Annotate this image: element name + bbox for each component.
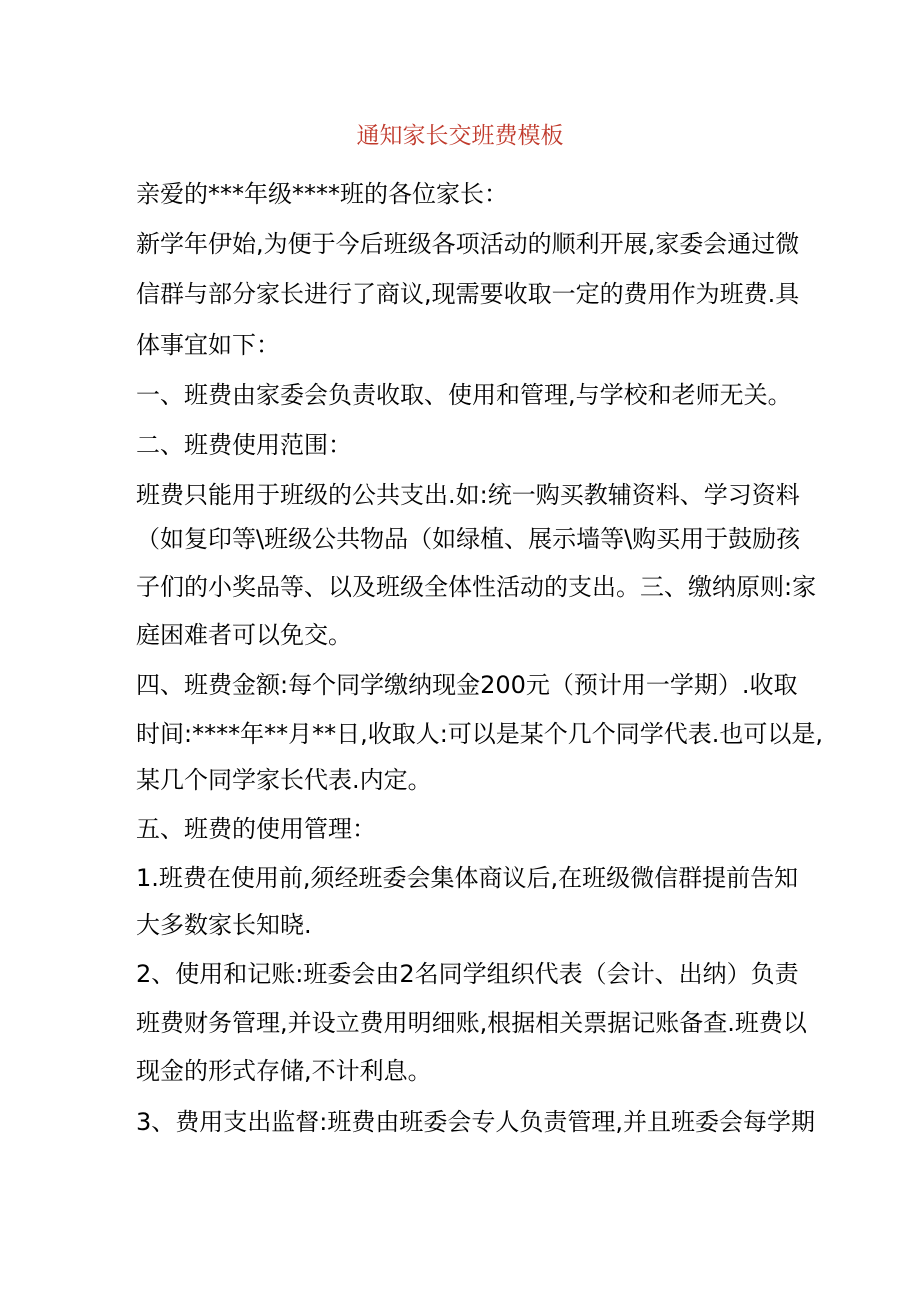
section-two-heading: 二、班费使用范围：	[136, 431, 352, 459]
body-line: 信群与部分家长进行了商议,现需要收取一定的费用作为班费.具	[136, 280, 800, 308]
body-line: 大多数家长知晓.	[136, 911, 312, 939]
body-line: （如复印等\班级公共物品（如绿植、展示墙等\购买用于鼓励孩	[136, 525, 801, 553]
section-five-heading: 五、班费的使用管理：	[136, 815, 376, 843]
body-line: 1.班费在使用前,须经班委会集体商议后,在班级微信群提前告知	[136, 864, 799, 892]
section-four-line: 四、班费金额:每个同学缴纳现金200元（预计用一学期）.收取	[136, 671, 798, 699]
body-line: 班费财务管理,并设立费用明细账,根据相关票据记账备查.班费以	[136, 1009, 807, 1037]
body-line: 时间:****年**月**日,收取人:可以是某个几个同学代表.也可以是,	[136, 720, 824, 748]
body-line: 现金的形式存储,不计利息。	[136, 1057, 432, 1085]
body-line: 庭困难者可以免交。	[136, 621, 352, 649]
body-line: 班费只能用于班级的公共支出.如:统一购买教辅资料、学习资料	[136, 481, 800, 509]
body-line: 某几个同学家长代表.内定。	[136, 766, 432, 794]
body-line: 3、费用支出监督:班费由班委会专人负责管理,并且班委会每学期	[136, 1108, 815, 1136]
salutation-line: 亲爱的***年级****班的各位家长：	[136, 180, 508, 208]
body-line: 2、使用和记账:班委会由2名同学组织代表（会计、出纳）负责	[136, 960, 799, 988]
body-line: 子们的小奖品等、以及班级全体性活动的支出。三、缴纳原则:家	[136, 573, 817, 601]
body-line: 体事宜如下：	[136, 331, 280, 359]
document-title: 通知家长交班费模板	[356, 123, 564, 149]
body-line: 新学年伊始,为便于今后班级各项活动的顺利开展,家委会通过微	[136, 230, 800, 258]
section-one-line: 一、班费由家委会负责收取、使用和管理,与学校和老师无关。	[136, 381, 792, 409]
